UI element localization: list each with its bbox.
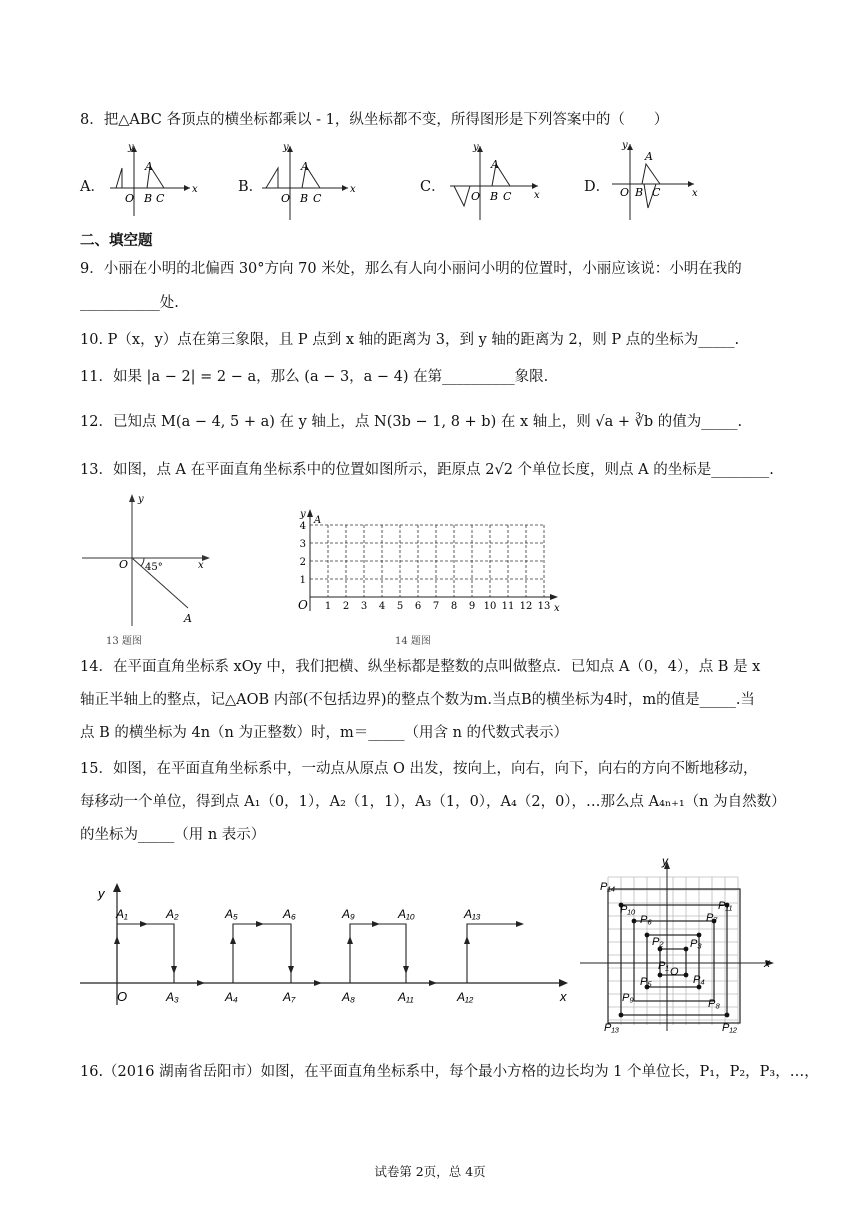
x-tick-3: 3 <box>360 601 368 612</box>
x-tick-10: 10 <box>483 601 497 612</box>
point-b-label: B <box>144 192 153 205</box>
y-tick-2: 2 <box>299 557 306 568</box>
point-c-label: C <box>503 190 512 203</box>
figure-13-caption: 13 题图 <box>106 636 142 647</box>
x-tick-8: 8 <box>450 601 458 612</box>
x-tick-1: 1 <box>324 601 332 612</box>
point-c-label: C <box>652 186 661 199</box>
y-axis-label: y <box>138 494 144 505</box>
point-a6-label: A₆ <box>283 907 296 921</box>
question-9-line-1: 9．小丽在小明的北偏西 30°方向 70 米处，那么有人向小丽问小明的位置时，小丽应该说：小明在我的 <box>80 261 742 277</box>
x-tick-12: 12 <box>519 601 533 612</box>
origin-label: O <box>620 186 630 199</box>
x-axis-label: x <box>560 989 567 1004</box>
x-tick-4: 4 <box>378 601 386 612</box>
question-11-text: 11．如果 |a − 2| = 2 − a，那么 (a − 3，a − 4) 在第__________象限. <box>80 369 549 385</box>
x-tick-13: 13 <box>537 601 551 612</box>
x-axis-label: x <box>198 560 204 571</box>
section-title: 二、填空题 <box>80 232 153 249</box>
y-axis-label: y <box>622 140 628 151</box>
point-p11-label: P₁₁ <box>718 900 733 912</box>
figure-14 <box>292 503 572 615</box>
point-p10-label: P₁₀ <box>620 904 636 916</box>
y-axis-label: y <box>662 854 668 868</box>
x-axis-label: x <box>764 956 770 970</box>
x-axis-label: x <box>692 188 698 199</box>
x-tick-2: 2 <box>342 601 350 612</box>
y-tick-3: 3 <box>299 539 306 550</box>
question-15-line-3: 的坐标为_____（用 n 表示） <box>80 827 266 843</box>
x-tick-6: 6 <box>414 601 422 612</box>
x-axis-label: x <box>350 184 356 195</box>
y-tick-4: 4 <box>299 521 306 532</box>
point-a4-label: A₄ <box>225 990 238 1004</box>
point-b-label: B <box>635 186 644 199</box>
x-tick-11: 11 <box>501 601 515 612</box>
point-p4-label: P₄ <box>693 974 705 986</box>
y-axis-label: y <box>98 886 105 901</box>
point-a11-label: A₁₁ <box>398 990 414 1004</box>
point-c-label: C <box>156 192 165 205</box>
figure-14-caption: 14 题图 <box>395 636 431 647</box>
point-b-label: B <box>300 192 309 205</box>
point-a13-label: A₁₃ <box>464 907 481 921</box>
origin-label: O <box>670 966 679 978</box>
question-15-line-1: 15．如图，在平面直角坐标系中，一动点从原点 O 出发，按向上，向右，向下，向右的方向不断地移动， <box>80 761 758 777</box>
figure-16 <box>578 855 778 1037</box>
point-a1-label: A₁ <box>116 907 128 921</box>
point-a-label: A <box>184 612 192 625</box>
question-10-text: 10. P（x，y）点在第三象限，且 P 点到 x 轴的距离为 3，到 y 轴的距离为 2，则 P 点的坐标为_____. <box>80 332 740 348</box>
origin-label: O <box>117 989 128 1004</box>
option-d-figure <box>608 138 700 222</box>
point-p8-label: P₈ <box>708 998 720 1010</box>
option-c-label: C． <box>420 179 446 195</box>
point-b-label: B <box>490 190 499 203</box>
point-a3-label: A₃ <box>166 990 179 1004</box>
question-16-text: 16.（2016 湖南省岳阳市）如图，在平面直角坐标系中，每个最小方格的边长均为 1 个单位长，P₁，P₂，P₃，…， <box>80 1064 819 1080</box>
point-a-label: A <box>491 158 499 171</box>
option-b-label: B． <box>238 179 264 195</box>
y-tick-1: 1 <box>299 575 306 586</box>
option-c-figure <box>446 140 544 222</box>
figure-15 <box>80 880 576 1010</box>
point-p5-label: P₅ <box>640 976 652 988</box>
question-9-line-2: ___________处. <box>80 295 179 311</box>
point-p14-label: P₁₄ <box>600 881 616 893</box>
point-a10-label: A₁₀ <box>398 907 415 921</box>
point-a-label: A <box>314 515 322 526</box>
y-axis-label: y <box>283 142 289 153</box>
point-a8-label: A₈ <box>342 990 356 1004</box>
point-a7-label: A₇ <box>283 990 296 1004</box>
point-a-label: A <box>301 160 309 173</box>
point-a12-label: A₁₂ <box>457 990 474 1004</box>
point-a5-label: A₅ <box>225 907 238 921</box>
option-a-label: A． <box>80 179 105 195</box>
point-p9-label: P₉ <box>622 992 634 1004</box>
point-p7-label: P₇ <box>706 912 718 924</box>
point-p2-label: P₂ <box>652 936 664 948</box>
option-a-figure <box>104 140 196 218</box>
y-axis-label: y <box>128 142 134 153</box>
x-axis-label: x <box>534 190 540 201</box>
point-c-label: C <box>313 192 322 205</box>
x-axis-label: x <box>192 184 198 195</box>
option-b-figure <box>258 140 354 222</box>
point-a-label: A <box>645 150 653 163</box>
point-p3-label: P₃ <box>690 938 702 950</box>
question-15-line-2: 每移动一个单位，得到点 A₁（0，1），A₂（1，1），A₃（1，0），A₄（2，0），…那么点 A₄ₙ₊₁（n 为自然数） <box>80 794 786 810</box>
question-14-line-2: 轴正半轴上的整点，记△AOB 内部(不包括边界)的整点个数为m.当点B的横坐标为4时，m的值是_____.当 <box>80 692 755 708</box>
x-axis-label: x <box>554 603 560 614</box>
point-p13-label: P₁₃ <box>604 1022 620 1034</box>
origin-label: O <box>471 190 481 203</box>
point-p1-label: P₁ <box>658 960 669 972</box>
point-a9-label: A₉ <box>342 907 355 921</box>
point-a-label: A <box>145 160 153 173</box>
figure-13 <box>80 490 215 630</box>
question-8-text: 8．把△ABC 各顶点的横坐标都乘以 ‑ 1，纵坐标都不变，所得图形是下列答案中的（ ） <box>80 112 669 128</box>
y-axis-label: y <box>473 142 479 153</box>
question-13-text: 13．如图，点 A 在平面直角坐标系中的位置如图所示，距原点 2√2 个单位长度，则点 A 的坐标是________. <box>80 462 774 478</box>
y-axis-label: y <box>300 509 306 520</box>
point-p6-label: P₆ <box>640 914 652 926</box>
point-a2-label: A₂ <box>166 907 179 921</box>
origin-label: O <box>119 558 129 571</box>
origin-label: O <box>125 192 135 205</box>
x-tick-9: 9 <box>468 601 476 612</box>
point-p12-label: P₁₂ <box>722 1022 738 1034</box>
question-14-line-3: 点 B 的横坐标为 4n（n 为正整数）时，m＝_____（用含 n 的代数式表示） <box>80 725 569 741</box>
x-tick-5: 5 <box>396 601 404 612</box>
origin-label: O <box>281 192 291 205</box>
option-d-label: D． <box>584 179 611 195</box>
page-footer: 试卷第 2页，总 4页 <box>374 1164 486 1179</box>
question-12-text: 12．已知点 M(a − 4, 5 + a) 在 y 轴上，点 N(3b − 1, 8 + b) 在 x 轴上，则 √a + ∛b 的值为_____. <box>80 414 743 430</box>
origin-label: O <box>298 598 308 612</box>
question-14-line-1: 14．在平面直角坐标系 xOy 中，我们把横、纵坐标都是整数的点叫做整点．已知点 A（0，4），点 B 是 x <box>80 659 761 675</box>
angle-label: 45° <box>145 562 163 573</box>
x-tick-7: 7 <box>432 601 440 612</box>
